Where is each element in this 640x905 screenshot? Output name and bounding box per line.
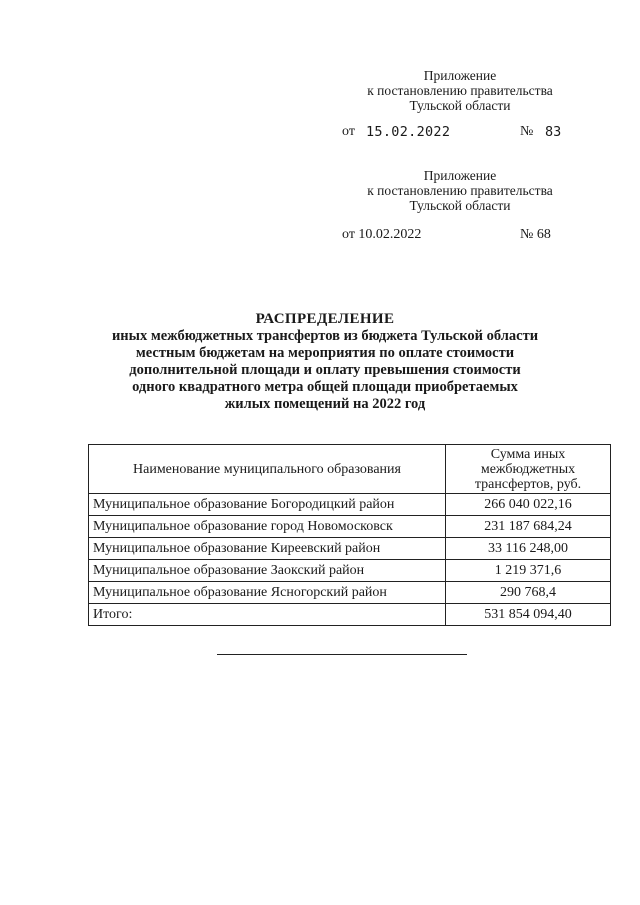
table-row xyxy=(89,582,611,604)
municipality-name: Муниципальное образование Ясногорский район xyxy=(89,582,446,604)
document-title: РАСПРЕДЕЛЕНИЕ xyxy=(255,311,395,327)
document-subtitle-line: жилых помещений на 2022 год xyxy=(224,396,426,412)
column-header-amount-line: Сумма иных xyxy=(490,446,566,462)
document-subtitle-line: одного квадратного метра общей площади приобретаемых xyxy=(132,379,518,395)
column-header-amount-line: межбюджетных xyxy=(480,461,576,477)
annex-number: № 68 xyxy=(520,227,551,242)
closing-rule xyxy=(217,654,467,655)
document-subtitle-line: местным бюджетам на мероприятия по оплате стоимости xyxy=(135,345,515,361)
table-header-row xyxy=(89,445,611,494)
annex-subtitle: к постановлению правительства xyxy=(367,83,553,98)
distribution-table xyxy=(88,444,611,626)
annex-subtitle: к постановлению правительства xyxy=(367,183,553,198)
annex-header-original xyxy=(340,168,580,213)
annex-title: Приложение xyxy=(423,68,497,83)
annex-title: Приложение xyxy=(423,168,497,183)
column-header-amount-line: трансфертов, руб. xyxy=(474,476,582,492)
total-amount: 531 854 094,40 xyxy=(446,604,611,626)
annex-date-prefix: от xyxy=(342,124,355,139)
total-label: Итого: xyxy=(89,604,446,626)
annex-date: от 10.02.2022 xyxy=(342,227,422,242)
column-header-amount xyxy=(446,445,611,494)
document-subtitle-line: дополнительной площади и оплату превышения стоимости xyxy=(129,362,521,378)
transfer-amount: 266 040 022,16 xyxy=(446,494,611,516)
transfer-amount: 231 187 684,24 xyxy=(446,516,611,538)
municipality-name: Муниципальное образование город Новомосковск xyxy=(89,516,446,538)
document-subtitle-line: иных межбюджетных трансфертов из бюджета Тульской области xyxy=(111,328,539,344)
annex-header-stamp xyxy=(340,68,580,113)
document-heading xyxy=(100,311,550,413)
transfer-amount: 1 219 371,6 xyxy=(446,560,611,582)
table-row xyxy=(89,538,611,560)
municipality-name: Муниципальное образование Богородицкий район xyxy=(89,494,446,516)
annex-region: Тульской области xyxy=(409,98,511,113)
transfer-amount: 290 768,4 xyxy=(446,582,611,604)
table-row xyxy=(89,494,611,516)
municipality-name: Муниципальное образование Киреевский район xyxy=(89,538,446,560)
table-total-row xyxy=(89,604,611,626)
table-row xyxy=(89,516,611,538)
municipality-name: Муниципальное образование Заокский район xyxy=(89,560,446,582)
annex-number: 83 xyxy=(545,124,562,140)
annex-region: Тульской области xyxy=(409,198,511,213)
annex-date: 15.02.2022 xyxy=(366,124,451,140)
annex-number-label: № xyxy=(520,124,534,139)
column-header-municipality: Наименование муниципального образования xyxy=(89,445,446,494)
transfer-amount: 33 116 248,00 xyxy=(446,538,611,560)
table-row xyxy=(89,560,611,582)
